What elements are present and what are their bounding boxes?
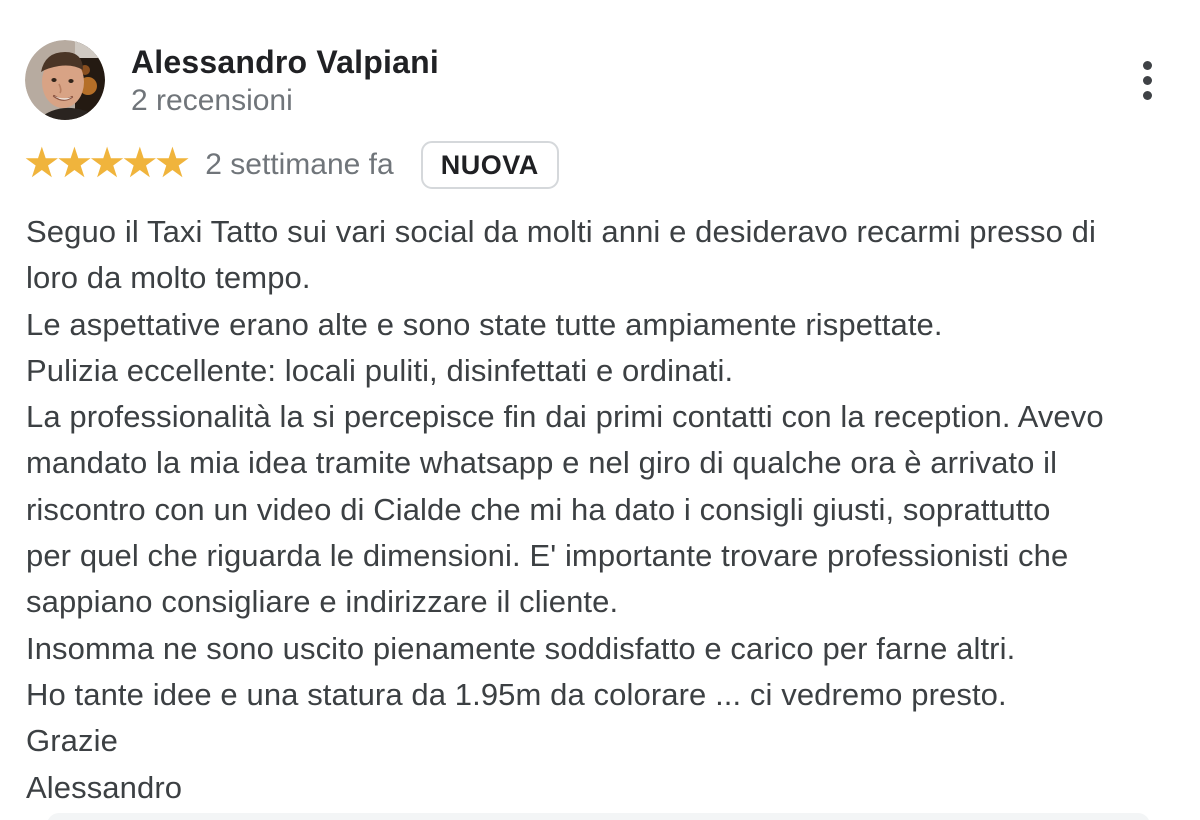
review-text-line: Insomma ne sono uscito pienamente soddisfatto e carico per farne altri.	[26, 630, 1016, 666]
kebab-menu-icon	[1143, 61, 1152, 70]
review-text	[26, 209, 1186, 811]
review-text-line: La professionalità la si percepisce fin dai primi contatti con la reception. Avevo	[26, 399, 1104, 435]
review-text-line: Grazie	[26, 723, 118, 759]
review-text-line: sappiano consigliare e indirizzare il cliente.	[26, 584, 619, 620]
reviewer-avatar[interactable]	[25, 40, 105, 120]
more-options-button[interactable]	[1125, 52, 1169, 108]
star-rating-icons: ★★★★★	[23, 138, 187, 187]
review-text-line: per quel che riguarda le dimensioni. E' importante trovare professionisti che	[26, 538, 1069, 574]
next-section-edge	[47, 813, 1150, 820]
review-text-line: loro da molto tempo.	[26, 260, 311, 296]
kebab-menu-icon	[1143, 76, 1152, 85]
reviewer-name[interactable]: Alessandro Valpiani	[131, 44, 439, 80]
review-text-line: Le aspettative erano alte e sono state tutte ampiamente rispettate.	[26, 306, 943, 342]
review-text-line: Seguo il Taxi Tatto sui vari social da molti anni e desideravo recarmi presso di	[26, 214, 1096, 249]
review-time-ago: 2 settimane fa	[205, 148, 394, 181]
rating-row	[23, 140, 559, 190]
reviewer-identity	[131, 40, 439, 119]
review-header	[25, 40, 439, 120]
review-text-line: Ho tante idee e una statura da 1.95m da colorare ... ci vedremo presto.	[26, 676, 1007, 712]
new-review-badge: NUOVA	[421, 141, 559, 189]
avatar-photo	[25, 40, 105, 120]
review-text-line: mandato la mia idea tramite whatsapp e nel giro di qualche ora è arrivato il	[26, 445, 1058, 481]
review-text-line: Alessandro	[26, 769, 183, 805]
reviewer-review-count: 2 recensioni	[131, 84, 293, 117]
kebab-menu-icon	[1143, 91, 1152, 100]
review-text-line: riscontro con un video di Cialde che mi ha dato i consigli giusti, soprattutto	[26, 491, 1051, 527]
review-text-line: Pulizia eccellente: locali puliti, disinfettati e ordinati.	[26, 352, 734, 388]
